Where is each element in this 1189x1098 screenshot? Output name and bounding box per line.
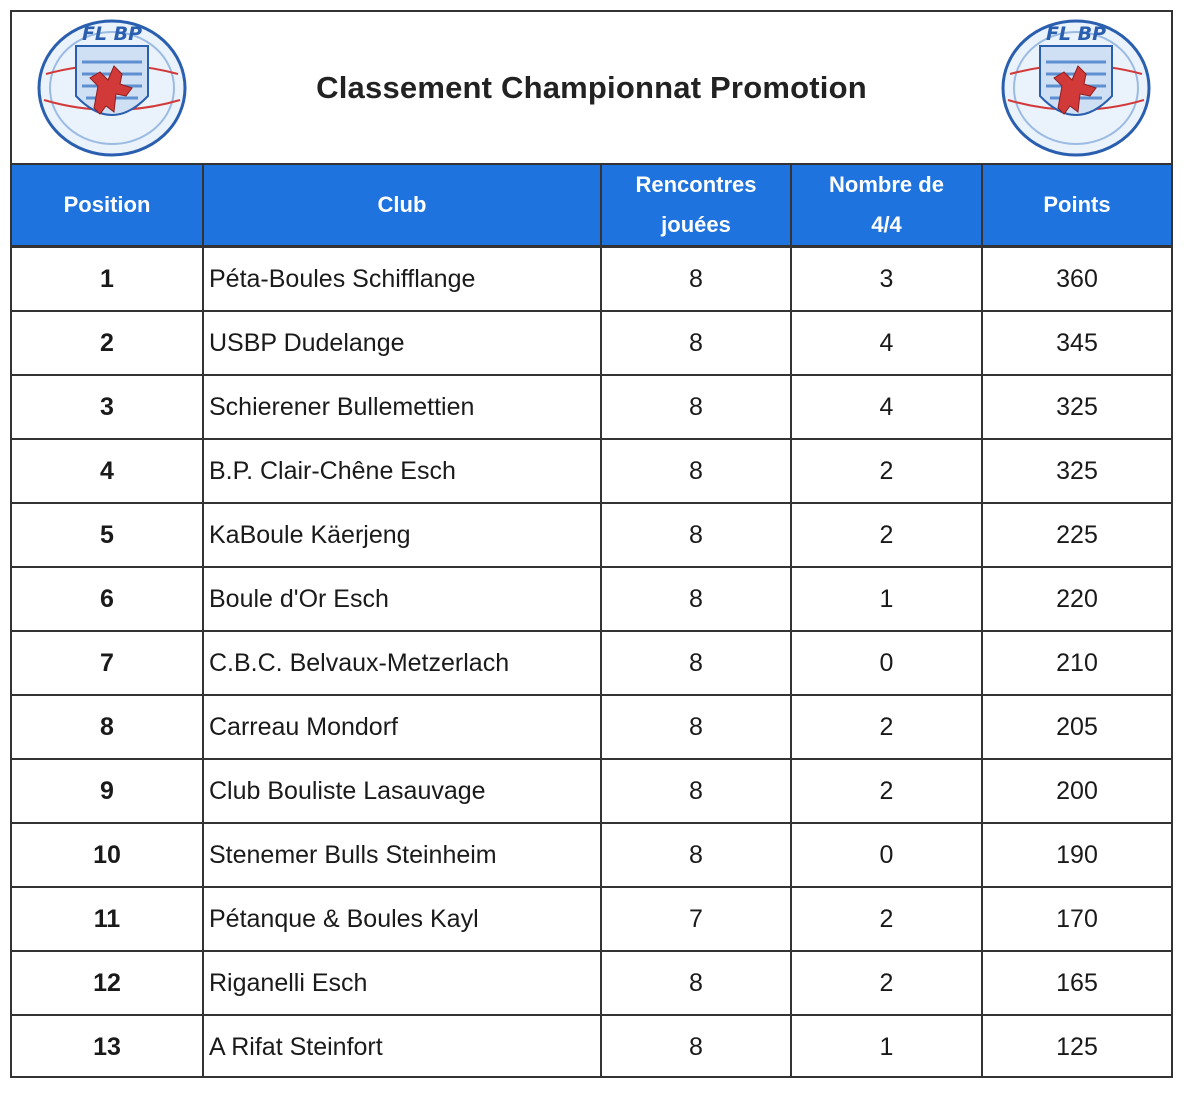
standings-table	[12, 165, 1171, 1078]
club-cell: USBP Dudelange	[203, 311, 601, 375]
four-cell: 1	[791, 1015, 982, 1078]
header-played	[601, 165, 791, 247]
club-cell: A Rifat Steinfort	[203, 1015, 601, 1078]
header-points: Points	[982, 165, 1171, 247]
played-cell: 8	[601, 375, 791, 439]
played-cell: 8	[601, 695, 791, 759]
position-cell: 4	[12, 439, 203, 503]
club-cell: KaBoule Käerjeng	[203, 503, 601, 567]
points-cell: 205	[982, 695, 1171, 759]
played-cell: 8	[601, 1015, 791, 1078]
header-four-line1: Nombre de	[829, 172, 944, 197]
table-row	[12, 887, 1171, 951]
page-title: Classement Championnat Promotion	[316, 70, 867, 105]
four-cell: 2	[791, 887, 982, 951]
played-cell: 8	[601, 247, 791, 312]
club-cell: Péta-Boules Schifflange	[203, 247, 601, 312]
table-row	[12, 1015, 1171, 1078]
logo-text-right: FL BP	[1045, 23, 1107, 45]
position-cell: 8	[12, 695, 203, 759]
four-cell: 2	[791, 503, 982, 567]
club-cell: Riganelli Esch	[203, 951, 601, 1015]
position-cell: 13	[12, 1015, 203, 1078]
position-cell: 9	[12, 759, 203, 823]
table-row	[12, 439, 1171, 503]
table-row	[12, 951, 1171, 1015]
club-cell: B.P. Clair-Chêne Esch	[203, 439, 601, 503]
table-row	[12, 759, 1171, 823]
table-row	[12, 695, 1171, 759]
table-row	[12, 375, 1171, 439]
points-cell: 125	[982, 1015, 1171, 1078]
played-cell: 7	[601, 887, 791, 951]
four-cell: 2	[791, 951, 982, 1015]
points-cell: 360	[982, 247, 1171, 312]
table-row	[12, 247, 1171, 312]
four-cell: 1	[791, 567, 982, 631]
club-cell: Pétanque & Boules Kayl	[203, 887, 601, 951]
points-cell: 220	[982, 567, 1171, 631]
position-cell: 10	[12, 823, 203, 887]
played-cell: 8	[601, 951, 791, 1015]
club-cell: Carreau Mondorf	[203, 695, 601, 759]
four-cell: 2	[791, 439, 982, 503]
logo-text-left: FL BP	[81, 23, 143, 45]
table-row	[12, 311, 1171, 375]
points-cell: 200	[982, 759, 1171, 823]
four-cell: 0	[791, 823, 982, 887]
header-played-line1: Rencontres	[635, 172, 757, 197]
club-cell: Schierener Bullemettien	[203, 375, 601, 439]
standings-sheet	[10, 10, 1173, 1078]
table-row	[12, 823, 1171, 887]
header-club: Club	[203, 165, 601, 247]
club-cell: Stenemer Bulls Steinheim	[203, 823, 601, 887]
four-cell: 2	[791, 759, 982, 823]
club-cell: Club Bouliste Lasauvage	[203, 759, 601, 823]
played-cell: 8	[601, 503, 791, 567]
played-cell: 8	[601, 823, 791, 887]
header-played-line2: jouées	[661, 212, 731, 237]
title-band	[12, 12, 1171, 165]
played-cell: 8	[601, 759, 791, 823]
played-cell: 8	[601, 311, 791, 375]
played-cell: 8	[601, 439, 791, 503]
four-cell: 0	[791, 631, 982, 695]
four-cell: 3	[791, 247, 982, 312]
points-cell: 345	[982, 311, 1171, 375]
position-cell: 11	[12, 887, 203, 951]
position-cell: 3	[12, 375, 203, 439]
table-row	[12, 631, 1171, 695]
table-row	[12, 503, 1171, 567]
header-four	[791, 165, 982, 247]
points-cell: 170	[982, 887, 1171, 951]
points-cell: 165	[982, 951, 1171, 1015]
played-cell: 8	[601, 567, 791, 631]
table-row	[12, 567, 1171, 631]
club-cell: Boule d'Or Esch	[203, 567, 601, 631]
points-cell: 210	[982, 631, 1171, 695]
table-header-row	[12, 165, 1171, 247]
played-cell: 8	[601, 631, 791, 695]
header-position: Position	[12, 165, 203, 247]
four-cell: 4	[791, 311, 982, 375]
points-cell: 225	[982, 503, 1171, 567]
header-four-line2: 4/4	[871, 212, 902, 237]
position-cell: 5	[12, 503, 203, 567]
position-cell: 1	[12, 247, 203, 312]
flbp-logo-right	[1000, 16, 1152, 158]
four-cell: 2	[791, 695, 982, 759]
points-cell: 325	[982, 439, 1171, 503]
position-cell: 7	[12, 631, 203, 695]
points-cell: 325	[982, 375, 1171, 439]
position-cell: 6	[12, 567, 203, 631]
points-cell: 190	[982, 823, 1171, 887]
club-cell: C.B.C. Belvaux-Metzerlach	[203, 631, 601, 695]
four-cell: 4	[791, 375, 982, 439]
position-cell: 2	[12, 311, 203, 375]
position-cell: 12	[12, 951, 203, 1015]
